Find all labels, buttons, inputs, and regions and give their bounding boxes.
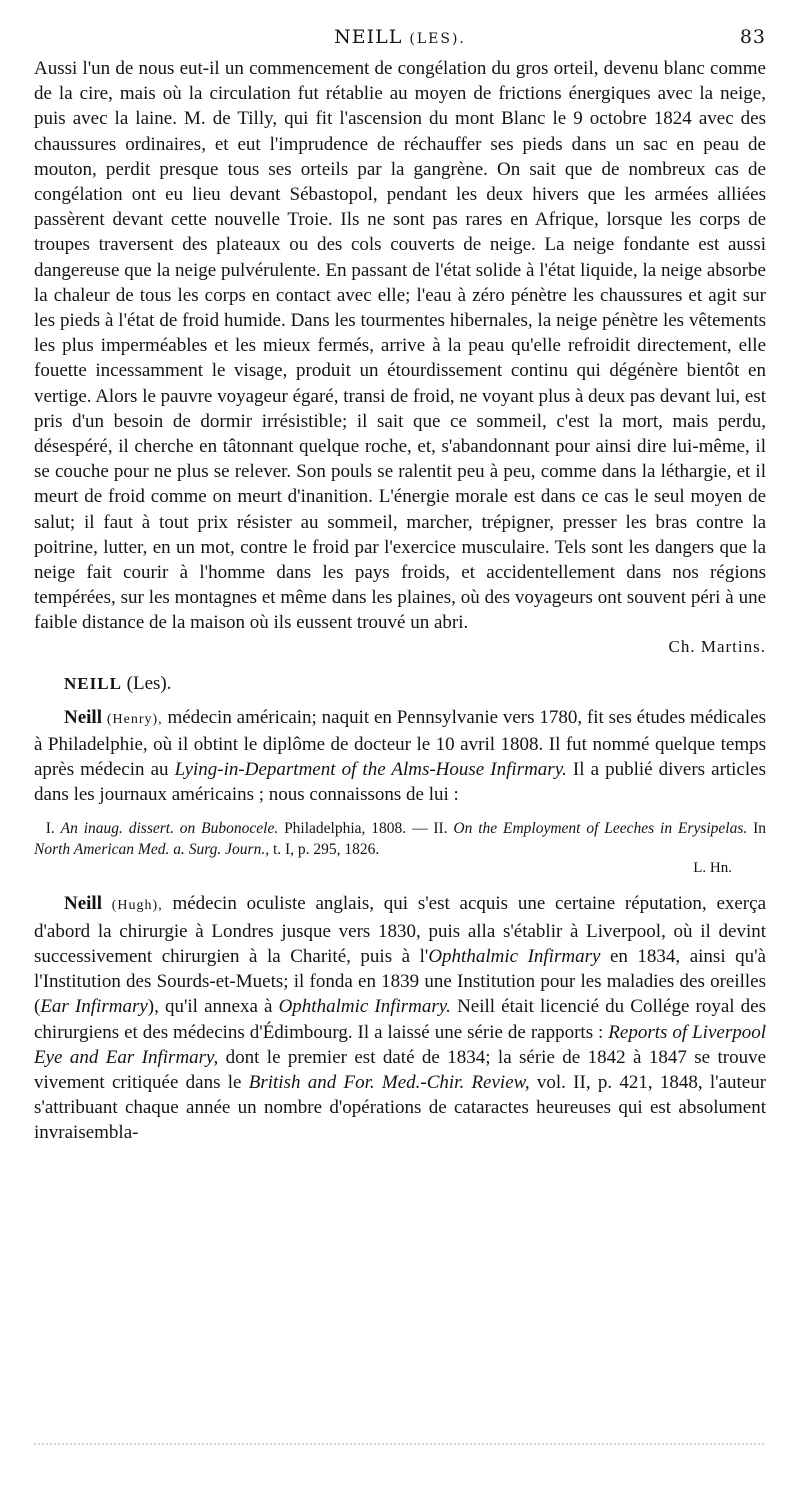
page-number: 83 <box>739 26 766 48</box>
henry-bibliography <box>34 819 766 877</box>
section-heading: NEILL (Les). <box>64 672 172 694</box>
running-title: NEILL (LES). <box>334 26 466 48</box>
entry-henry-neill: Neill (Henry), médecin américain; naquit en Pennsylvanie vers 1780, fit ses études médicales à Philadelphie, où il obtint le diplôme de docteur le 10 avril 1808. Il fut nommé quelque temps après médecin au Lying-in-Department of the Alms-House Infirmary. Il a publié divers articles dans les journaux américains ; nous connaissons de lui : <box>34 706 766 806</box>
running-header <box>34 26 766 56</box>
document-page <box>34 26 766 1146</box>
henry-signature: L. Hn. <box>693 860 732 877</box>
spacer <box>34 877 766 891</box>
martins-signature: Ch. Martins. <box>668 636 766 656</box>
article-body <box>34 56 766 1146</box>
faint-bleedthrough-line <box>34 1443 764 1447</box>
entry-hugh-neill: Neill (Hugh), médecin oculiste anglais, qui s'est acquis une certaine réputation, exerça d'abord la chirurgie à Londres jusque vers 1830, puis alla s'établir à Liverpool, où il devint successivement chirurgien à la Charité, puis à l'Ophthalmic Infirmary en 1834, ainsi qu'à l'Institution des Sourds-et-Muets; il fonda en 1839 une Institution pour les maladies des oreilles (Ear Infirmary), qu'il annexa à Ophthalmic Infirmary. Neill était licencié du Collége royal des chirurgiens et des médecins d'Édimbourg. Il a laissé une série de rapports : Reports of Liverpool Eye and Ear Infirmary, dont le premier est daté de 1834; la série de 1842 à 1847 se trouve vivement critiquée dans le British and For. Med.-Chir. Review, vol. II, p. 421, 1848, l'auteur s'attribuant chaque année un nombre d'opérations de cataractes heureuses qui est absolument invraisembla- <box>34 893 767 1144</box>
bibliography-entry: I. An inaug. dissert. on Bubonocele. Philadelphia, 1808. — II. On the Employment of Leeches in Erysipelas. In North American Med. a. Surg. Journ., t. I, p. 295, 1826. <box>34 820 767 858</box>
martins-paragraph: Aussi l'un de nous eut-il un commencement de congélation du gros orteil, devenu blanc comme de la cire, mais où la circulation fut rétablie au moyen de frictions énergiques avec la neige, puis avec la laine. M. de Tilly, qui fit l'ascension du mont Blanc le 9 octobre 1824 avec des chaussures ordinaires, et eut l'imprudence de réchauffer ses pieds dans un sac en peau de mouton, perdit presque tous ses orteils par la gangrène. On sait que de nombreux cas de congélation ont eu lieu devant Sébastopol, pendant les deux hivers que les armées alliées passèrent devant cette nouvelle Troie. Ils ne sont pas rares en Afrique, lorsque les corps de troupes traversent des plateaux ou des cols couverts de neige. La neige fondante est aussi dangereuse que la neige pulvérulente. En passant de l'état solide à l'état liquide, la neige absorbe la chaleur de tous les corps en contact avec elle; l'eau à zéro pénètre les chaussures et agit sur les pieds à l'état de froid humide. Dans les tourmentes hibernales, la neige pénètre les vêtements les plus imperméables et les mieux fermés, arrive à la peau qu'elle refroidit directement, elle fouette incessamment le visage, produit un étourdissement continu qui dégénère bientôt en vertige. Alors le pauvre voyageur égaré, transi de froid, ne voyant plus à deux pas devant lui, est pris d'un besoin de dormir irrésistible; il sait que ce sommeil, c'est la mort, mais perdu, désespéré, il cherche en tâtonnant quelque roche, et, s'abandonnant pour ainsi dire lui-même, il se couche pour ne plus se relever. Son pouls se ralentit peu à peu, comme dans la léthargie, et il meurt de froid comme on meurt d'inanition. L'énergie morale est dans ce cas le seul moyen de salut; il faut à tout prix résister au sommeil, marcher, trépigner, presser les bras contre la poitrine, lutter, en un mot, contre le froid par l'exercice musculaire. Tels sont les dangers que la neige fait courir à l'homme dans les pays froids, et accidentellement dans nos régions tempérées, sur les montagnes et même dans les plaines, où des voyageurs ont souvent péri à une faible distance de la maison où ils eussent trouvé un abri. <box>34 58 766 634</box>
